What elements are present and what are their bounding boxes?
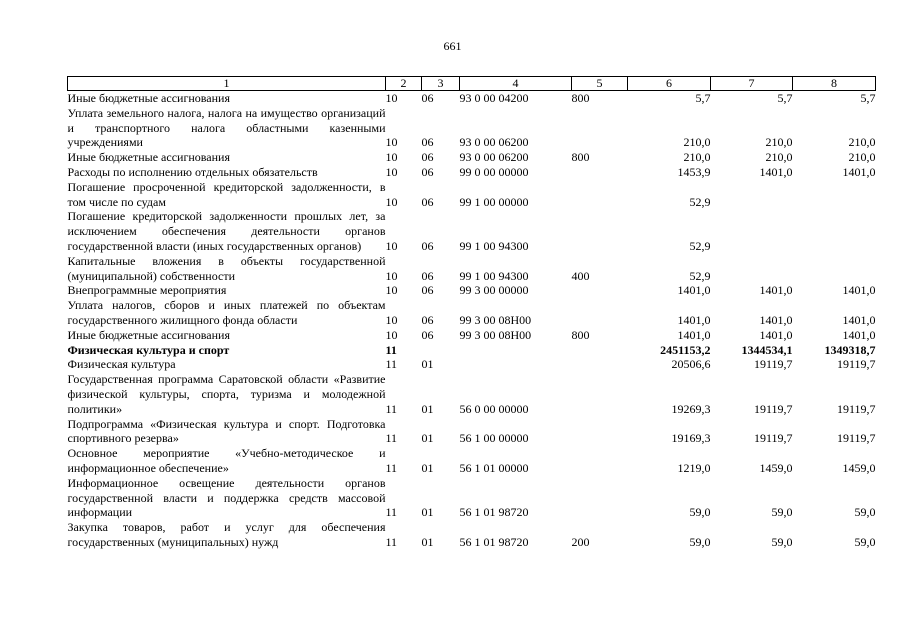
row-amount-cell: 19169,3: [671, 431, 711, 446]
row-target-code-cell: [460, 343, 572, 358]
row-section-cell: 10: [385, 135, 398, 150]
row-name-cell: Капитальные вложения в объекты государственной (муниципальной) собственности: [67, 253, 386, 283]
row-section-cell: 10: [385, 194, 398, 209]
row-name-cell: Физическая культура: [67, 357, 176, 372]
row-amount-cell: 1401,0: [759, 312, 793, 327]
row-amount-cell: [711, 254, 793, 284]
row-name-cell: Внепрограммные мероприятия: [67, 283, 227, 298]
row-name-cell: Иные бюджетные ассигнования: [67, 327, 230, 342]
row-amount-cell: 2451153,2: [660, 342, 711, 357]
column-header: 1: [68, 77, 386, 91]
row-expense-type-cell: [572, 343, 628, 358]
row-amount-cell: 1344534,1: [741, 342, 793, 357]
row-amount-cell: 59,0: [854, 505, 876, 520]
row-expense-type-cell: [572, 180, 628, 210]
table-row: [68, 165, 876, 180]
row-amount-cell: 19119,7: [753, 431, 793, 446]
row-amount-cell: 210,0: [683, 150, 711, 165]
row-target-code-cell: 93 0 00 06200: [459, 150, 529, 165]
row-amount-cell: 59,0: [689, 534, 711, 549]
row-amount-cell: 1459,0: [759, 460, 793, 475]
row-expense-type-cell: [572, 357, 628, 372]
row-expense-type-cell: 200: [571, 534, 590, 549]
row-section-cell: 10: [385, 150, 398, 165]
table-row: [68, 106, 876, 150]
row-amount-cell: [793, 209, 876, 253]
row-expense-type-cell: 800: [571, 91, 590, 105]
row-subsection-cell: 06: [421, 91, 434, 105]
row-section-cell: 11: [385, 460, 398, 475]
row-amount-cell: 210,0: [848, 135, 876, 150]
row-amount-cell: 1349318,7: [824, 342, 876, 357]
column-number-row: [68, 77, 876, 91]
row-section-cell: 10: [385, 312, 398, 327]
row-section-cell: 10: [385, 238, 398, 253]
row-subsection-cell: 06: [421, 194, 434, 209]
row-section-cell: 11: [385, 342, 397, 357]
row-name-cell: Погашение кредиторской задолженности прошлых лет, за исключением обеспечения деятельности органов государственной власти (иных государственных органов): [67, 209, 386, 253]
row-target-code-cell: 56 1 01 98720: [459, 534, 529, 549]
row-amount-cell: [711, 180, 793, 210]
row-expense-type-cell: [572, 298, 628, 328]
row-subsection-cell: 06: [421, 268, 434, 283]
row-subsection-cell: 01: [421, 401, 434, 416]
row-amount-cell: 52,9: [689, 238, 711, 253]
row-target-code-cell: 93 0 00 04200: [459, 91, 529, 105]
row-target-code-cell: 99 3 00 00000: [459, 283, 529, 298]
row-subsection-cell: 01: [421, 357, 434, 372]
row-expense-type-cell: 800: [571, 327, 590, 342]
row-subsection-cell: 01: [421, 460, 434, 475]
row-name-cell: Основное мероприятие «Учебно-методическое и информационное обеспечение»: [67, 446, 386, 475]
page-number: 661: [443, 39, 462, 53]
row-amount-cell: 210,0: [765, 135, 793, 150]
row-expense-type-cell: [572, 165, 628, 180]
table-body: [68, 91, 876, 550]
row-section-cell: 10: [385, 283, 398, 298]
row-amount-cell: 19119,7: [836, 401, 876, 416]
column-header: 8: [793, 77, 876, 91]
row-section-cell: 11: [385, 357, 398, 372]
table-row: [68, 417, 876, 447]
row-amount-cell: 210,0: [848, 150, 876, 165]
row-amount-cell: 59,0: [771, 534, 793, 549]
row-amount-cell: 1401,0: [842, 164, 876, 179]
row-amount-cell: 1401,0: [677, 283, 711, 298]
row-amount-cell: 1401,0: [842, 327, 876, 342]
row-subsection-cell: 06: [421, 327, 434, 342]
row-subsection-cell: 06: [421, 135, 434, 150]
row-target-code-cell: [460, 357, 572, 372]
row-expense-type-cell: [572, 417, 628, 447]
row-subsection-cell: 01: [421, 505, 434, 520]
row-subsection-cell: [422, 343, 460, 358]
row-amount-cell: 5,7: [777, 91, 793, 105]
row-expense-type-cell: [572, 446, 628, 476]
row-section-cell: 10: [385, 91, 398, 105]
column-header: 3: [422, 77, 460, 91]
column-header: 4: [460, 77, 572, 91]
row-target-code-cell: 56 1 01 98720: [459, 505, 529, 520]
row-amount-cell: 19119,7: [753, 401, 793, 416]
row-section-cell: 11: [385, 505, 398, 520]
row-amount-cell: [793, 180, 876, 210]
row-name-cell: Физическая культура и спорт: [67, 342, 230, 357]
row-target-code-cell: 99 1 00 00000: [459, 194, 529, 209]
row-amount-cell: 19119,7: [836, 357, 876, 372]
row-name-cell: Уплата налогов, сборов и иных платежей по объектам государственного жилищного фонда области: [67, 298, 386, 327]
row-target-code-cell: 93 0 00 06200: [459, 135, 529, 150]
column-header: 6: [628, 77, 711, 91]
row-expense-type-cell: [572, 209, 628, 253]
row-name-cell: Информационное освещение деятельности органов государственной власти и поддержка средств массовой информации: [67, 475, 386, 520]
row-target-code-cell: 99 3 00 08H00: [459, 327, 532, 342]
row-expense-type-cell: [572, 476, 628, 520]
row-target-code-cell: 99 1 00 94300: [459, 268, 529, 283]
row-amount-cell: [793, 254, 876, 284]
table-row: [68, 254, 876, 284]
table-row: [68, 372, 876, 416]
row-target-code-cell: 99 1 00 94300: [459, 238, 529, 253]
row-amount-cell: 52,9: [689, 194, 711, 209]
table-row: [68, 209, 876, 253]
row-subsection-cell: 06: [421, 312, 434, 327]
row-section-cell: 11: [385, 431, 398, 446]
row-amount-cell: 59,0: [771, 505, 793, 520]
row-amount-cell: 1401,0: [677, 312, 711, 327]
table-row: [68, 298, 876, 328]
row-amount-cell: 1219,0: [677, 460, 711, 475]
row-section-cell: 10: [385, 327, 398, 342]
row-amount-cell: 1401,0: [842, 283, 876, 298]
row-name-cell: Закупка товаров, работ и услуг для обеспечения государственных (муниципальных) нужд: [67, 520, 386, 549]
row-amount-cell: 20506,6: [671, 357, 711, 372]
row-name-cell: Погашение просроченной кредиторской задолженности, в том числе по судам: [67, 179, 386, 209]
row-expense-type-cell: [572, 106, 628, 150]
row-name-cell: Уплата земельного налога, налога на имущество организаций и транспортного налога областными казенными учреждениями: [67, 105, 386, 150]
row-name-cell: Государственная программа Саратовской области «Развитие физической культуры, спорта, туризма и молодежной политики»: [67, 372, 386, 416]
row-amount-cell: 59,0: [689, 505, 711, 520]
row-subsection-cell: 01: [421, 431, 434, 446]
table-row: [68, 180, 876, 210]
row-amount-cell: 19269,3: [671, 401, 711, 416]
table-row: [68, 357, 876, 372]
row-expense-type-cell: [572, 283, 628, 298]
row-section-cell: 11: [385, 401, 398, 416]
row-name-cell: Иные бюджетные ассигнования: [67, 150, 230, 165]
column-header: 2: [386, 77, 422, 91]
row-amount-cell: 210,0: [765, 150, 793, 165]
row-expense-type-cell: [572, 372, 628, 416]
column-header: 5: [572, 77, 628, 91]
row-target-code-cell: 99 0 00 00000: [459, 164, 529, 179]
table-row: [68, 343, 876, 358]
row-amount-cell: 5,7: [860, 91, 876, 105]
table-row: [68, 446, 876, 476]
row-subsection-cell: 06: [421, 283, 434, 298]
table-row: [68, 328, 876, 343]
row-target-code-cell: 99 3 00 08H00: [459, 312, 532, 327]
row-amount-cell: 1401,0: [759, 283, 793, 298]
row-subsection-cell: 01: [421, 534, 434, 549]
row-amount-cell: 1401,0: [677, 327, 711, 342]
table-row: [68, 91, 876, 106]
row-amount-cell: 52,9: [689, 268, 711, 283]
column-header: 7: [711, 77, 793, 91]
row-amount-cell: 19119,7: [753, 357, 793, 372]
row-name-cell: Подпрограмма «Физическая культура и спорт. Подготовка спортивного резерва»: [67, 416, 386, 446]
row-amount-cell: 210,0: [683, 135, 711, 150]
row-amount-cell: 1453,9: [677, 164, 711, 179]
table-row: [68, 476, 876, 520]
row-amount-cell: 1401,0: [842, 312, 876, 327]
row-subsection-cell: 06: [421, 164, 434, 179]
row-expense-type-cell: 400: [571, 268, 590, 283]
row-amount-cell: 1401,0: [759, 164, 793, 179]
row-amount-cell: 19119,7: [836, 431, 876, 446]
table-row: [68, 520, 876, 550]
row-target-code-cell: 56 1 01 00000: [459, 460, 529, 475]
row-subsection-cell: 06: [421, 150, 434, 165]
row-target-code-cell: 56 0 00 00000: [459, 401, 529, 416]
row-name-cell: Расходы по исполнению отдельных обязательств: [67, 164, 318, 179]
row-amount-cell: [711, 209, 793, 253]
row-name-cell: Иные бюджетные ассигнования: [67, 91, 230, 105]
table-row: [68, 150, 876, 165]
row-amount-cell: 5,7: [695, 91, 711, 105]
budget-table: [67, 76, 876, 550]
table-row: [68, 283, 876, 298]
row-amount-cell: 1401,0: [759, 327, 793, 342]
row-amount-cell: 1459,0: [842, 460, 876, 475]
row-section-cell: 11: [385, 534, 398, 549]
row-expense-type-cell: 800: [571, 150, 590, 165]
row-subsection-cell: 06: [421, 238, 434, 253]
row-amount-cell: 59,0: [854, 534, 876, 549]
row-section-cell: 10: [385, 268, 398, 283]
row-target-code-cell: 56 1 00 00000: [459, 431, 529, 446]
row-section-cell: 10: [385, 164, 398, 179]
